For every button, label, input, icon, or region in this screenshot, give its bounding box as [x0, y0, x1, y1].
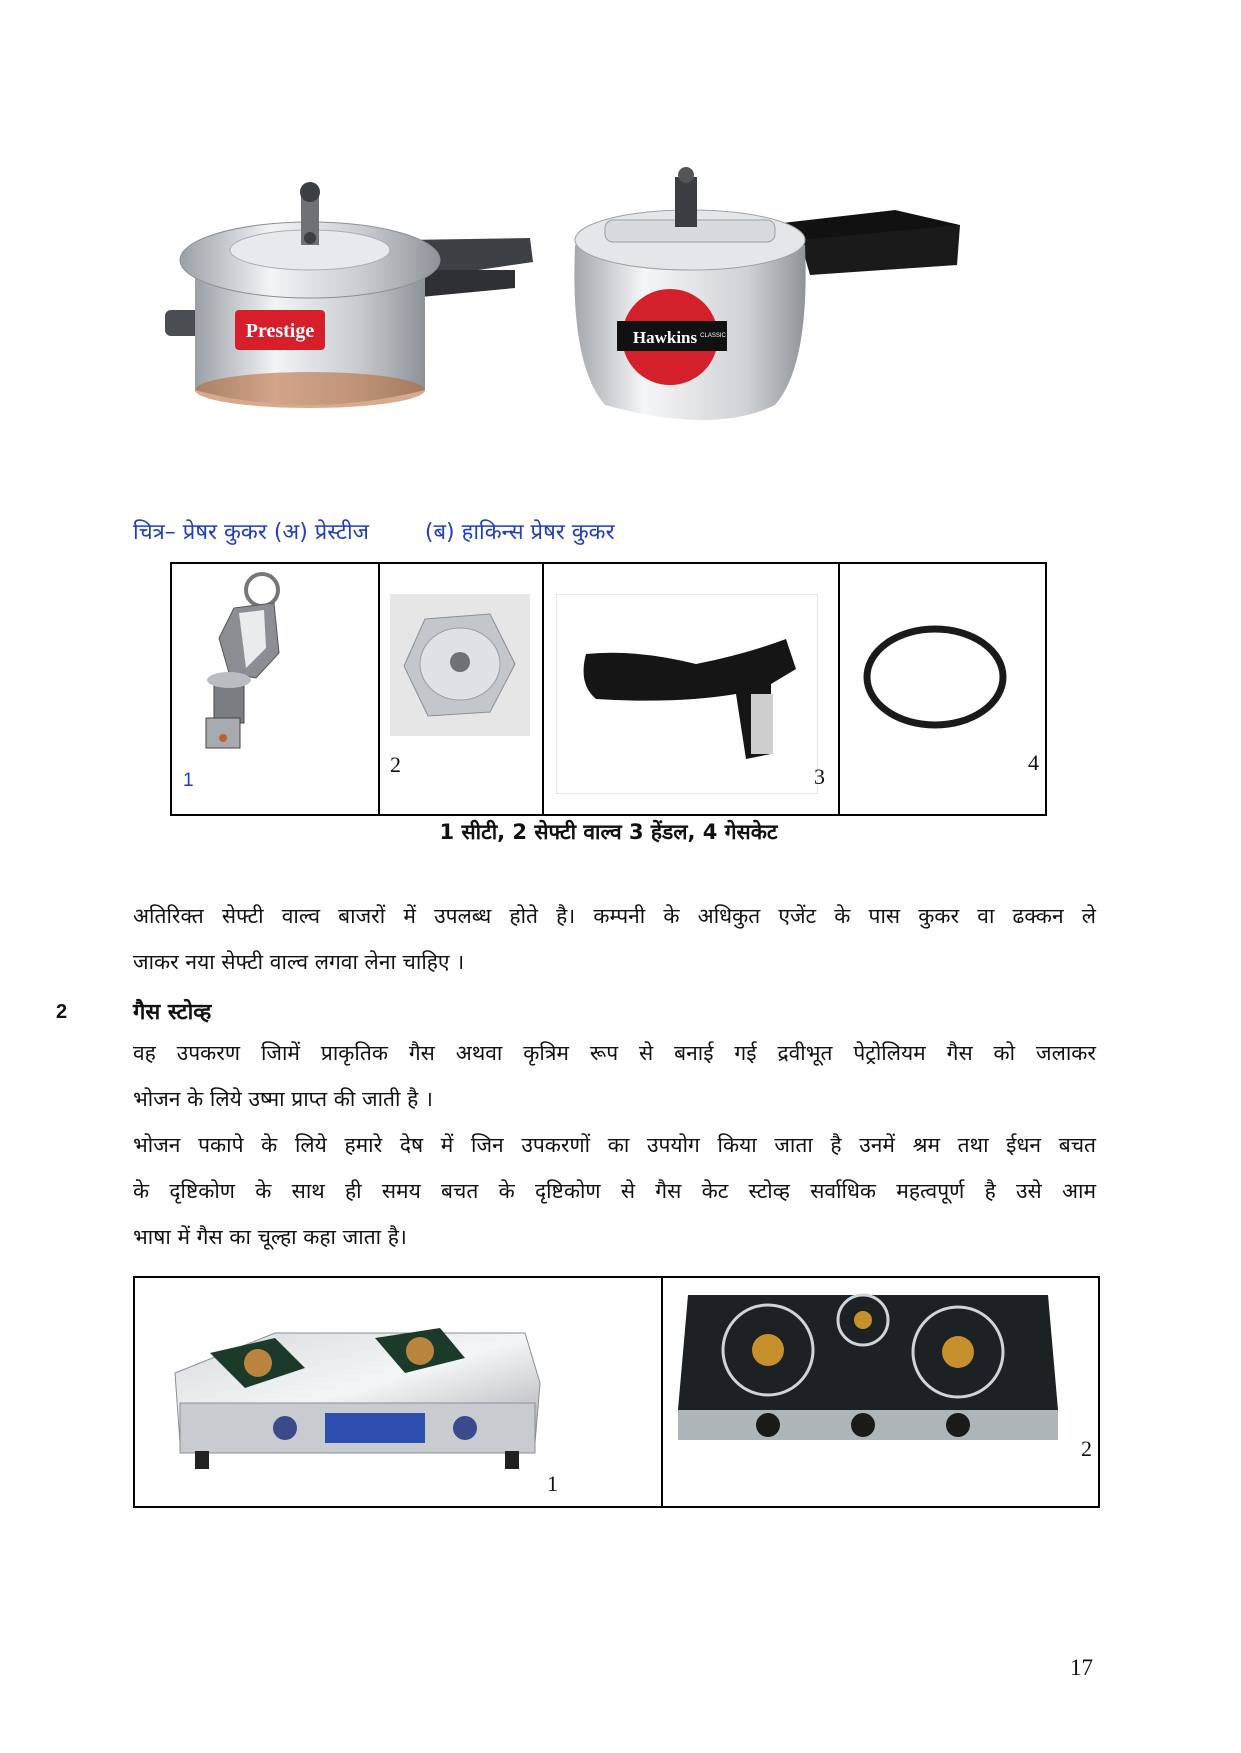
parts-cell-gasket — [839, 563, 1046, 815]
paragraph-3-line-1: भोजन पकापे के लिये हमारे देष में जिन उपकरणों का उपयोग किया जाता है उनमें श्रम तथा ईधन बचत — [133, 1133, 1096, 1157]
section-number: 2 — [56, 1001, 68, 1023]
hawkins-sublabel: CLASSIC — [700, 333, 726, 339]
hawkins-cooker-image — [565, 165, 965, 435]
paragraph-2-line-2: भोजन के लिये उष्मा प्राप्त की जाती है । — [133, 1087, 433, 1111]
parts-number-1: 1 — [183, 770, 194, 791]
parts-table — [170, 562, 1047, 816]
prestige-label: Prestige — [245, 320, 315, 342]
prestige-cooker-image — [155, 180, 540, 440]
parts-number-4: 4 — [1028, 750, 1039, 775]
parts-number-3: 3 — [814, 764, 825, 789]
stoves-number-2: 2 — [1081, 1436, 1092, 1461]
hawkins-label: Hawkins — [632, 328, 698, 347]
gasket-icon — [860, 622, 1010, 732]
parts-cell-handle — [543, 563, 839, 815]
parts-cell-safety-valve — [379, 563, 543, 815]
stoves-cell-steel — [134, 1277, 662, 1507]
glass-gas-stove-icon — [673, 1290, 1063, 1450]
paragraph-3-line-3: भाषा में गैस का चूल्हा कहा जाता है। — [133, 1225, 407, 1249]
stoves-cell-glass — [662, 1277, 1099, 1507]
steel-gas-stove-icon — [155, 1293, 555, 1493]
paragraph-1-line-2: जाकर नया सेफ्टी वाल्व लगवा लेना चाहिए । — [133, 950, 465, 974]
safety-valve-icon — [390, 594, 530, 736]
parts-number-2: 2 — [390, 752, 401, 777]
parts-caption: 1 सीटी, 2 सेफ्टी वाल्व 3 हेंडल, 4 गेसकेट — [439, 820, 778, 844]
stoves-table — [133, 1276, 1100, 1508]
parts-cell-whistle — [171, 563, 379, 815]
paragraph-1-line-1: अतिरिक्त सेफ्टी वाल्व बाजरों में उपलब्ध होते है। कम्पनी के अधिकुत एजेंट के पास कुकर वा ढक्कन ले — [133, 904, 1096, 928]
stoves-number-1: 1 — [547, 1471, 558, 1496]
whistle-icon — [184, 568, 294, 758]
handle-icon — [556, 594, 818, 794]
figure-caption: चित्र– प्रेषर कुकर (अ) प्रेस्टीज (ब) हाकिन्स प्रेषर कुकर — [133, 520, 615, 545]
section-title: गैस स्टोव्ह — [133, 1000, 212, 1025]
page-number: 17 — [1070, 1655, 1093, 1680]
paragraph-2-line-1: वह उपकरण जिामें प्राकृतिक गैस अथवा कृत्रिम रूप से बनाई गई द्रवीभूत पेट्रोलियम गैस को जलाकर — [133, 1041, 1096, 1065]
paragraph-3-line-2: के दृष्टिकोण के साथ ही समय बचत के दृष्टिकोण से गैस केट स्टोव्ह सर्वाधिक महत्वपूर्ण है उसे आम — [133, 1179, 1096, 1203]
